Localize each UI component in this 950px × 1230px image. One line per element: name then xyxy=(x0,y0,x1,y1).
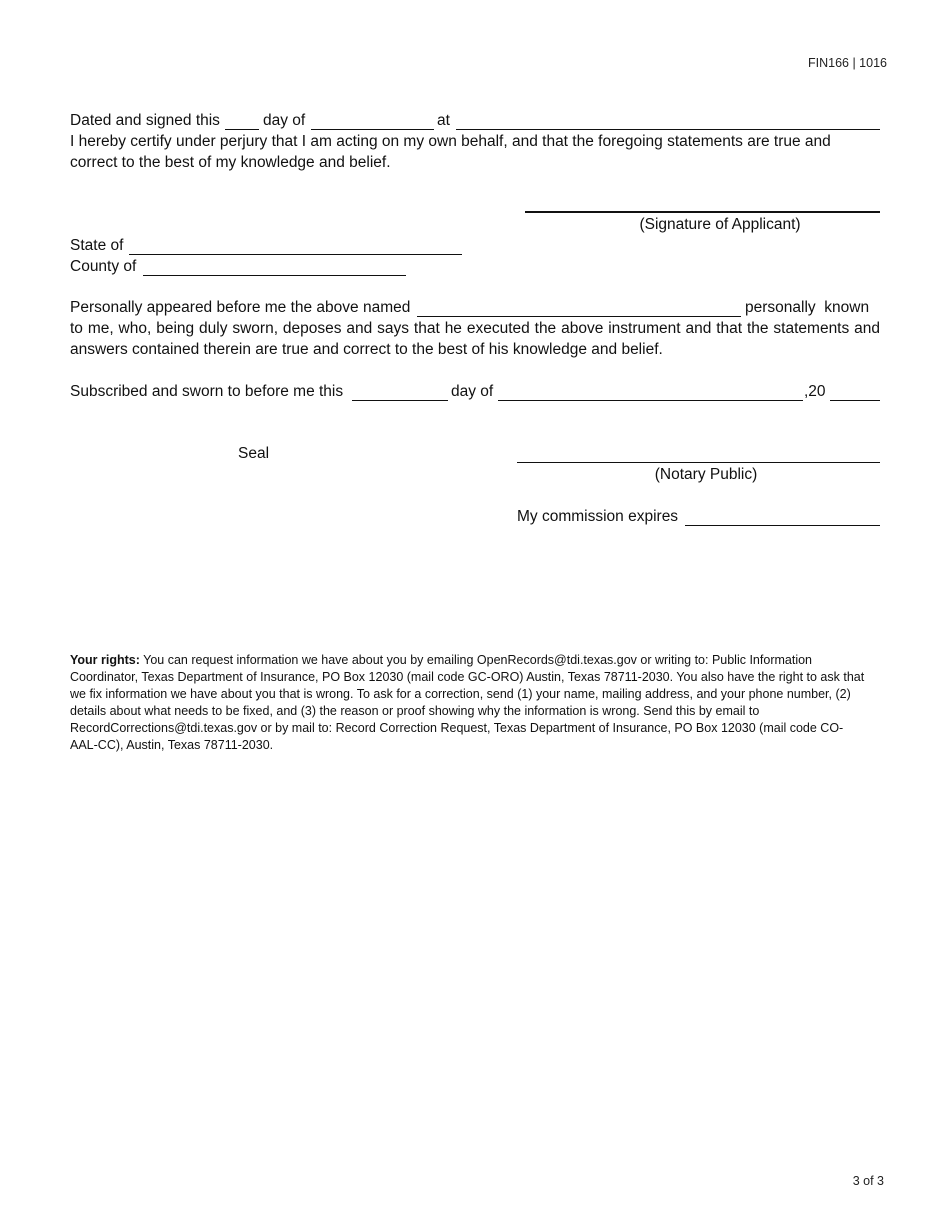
dated-location-field[interactable] xyxy=(456,111,880,130)
subscribed-day-field[interactable] xyxy=(352,382,448,401)
personally-known-label: personally known xyxy=(745,299,870,316)
notary-public-label: (Notary Public) xyxy=(654,466,758,483)
appeared-name-field[interactable] xyxy=(417,298,741,317)
subscribed-day-of-label: day of xyxy=(451,383,494,400)
subscribed-year-field[interactable] xyxy=(830,382,880,401)
state-field[interactable] xyxy=(129,236,462,255)
dated-day-of-label: day of xyxy=(263,112,306,129)
commission-expires-label: My commission expires xyxy=(517,508,679,525)
your-rights-notice xyxy=(70,652,870,754)
commission-expires-field[interactable] xyxy=(685,507,880,526)
dated-month-field[interactable] xyxy=(311,111,434,130)
signature-of-applicant-label: (Signature of Applicant) xyxy=(639,216,801,233)
applicant-signature-line[interactable] xyxy=(525,211,880,213)
dated-at-label: at xyxy=(437,112,450,129)
your-rights-body: You can request information we have about you by emailing OpenRecords@tdi.texas.gov or writing to: Public Information Coordinator, Texas Department of Insurance, PO Box 12030 (mail code GC-ORO) Austin, Texas 78711-2030. You also have the right to ask that we fix information we have about you that is wrong. To ask for a correction, send (1) your name, mailing address, and your phone number, (2) details about what needs to be fixed, and (3) the reason or proof showing why the information is wrong. Send this by email to RecordCorrections@tdi.texas.gov or by mail to: Record Correction Request, Texas Department of Insurance, PO Box 12030 (mail code CO-AAL-CC), Austin, Texas 78711-2030. xyxy=(70,653,865,752)
appeared-label: Personally appeared before me the above named xyxy=(70,299,411,316)
state-label: State of xyxy=(70,237,124,254)
dated-day-field[interactable] xyxy=(225,111,259,130)
seal-label: Seal xyxy=(238,445,270,462)
page-number: 3 of 3 xyxy=(852,1174,884,1188)
your-rights-heading: Your rights: xyxy=(70,653,140,667)
dated-label: Dated and signed this xyxy=(70,112,220,129)
appeared-statement: to me, who, being duly sworn, deposes and says that he executed the above instrument and that the statements and answers contained therein are true and correct to the best of his knowledge and belief. xyxy=(70,320,880,358)
year-prefix-label: ,20 xyxy=(804,383,826,400)
county-label: County of xyxy=(70,258,137,275)
form-code: FIN166 | 1016 xyxy=(808,56,887,70)
subscribed-month-field[interactable] xyxy=(498,382,803,401)
notary-signature-line[interactable] xyxy=(517,462,880,463)
subscribed-label: Subscribed and sworn to before me this xyxy=(70,383,344,400)
county-field[interactable] xyxy=(143,257,406,276)
certify-statement: I hereby certify under perjury that I am acting on my own behalf, and that the foregoing statements are true and correct to the best of my knowledge and belief. xyxy=(70,133,831,171)
